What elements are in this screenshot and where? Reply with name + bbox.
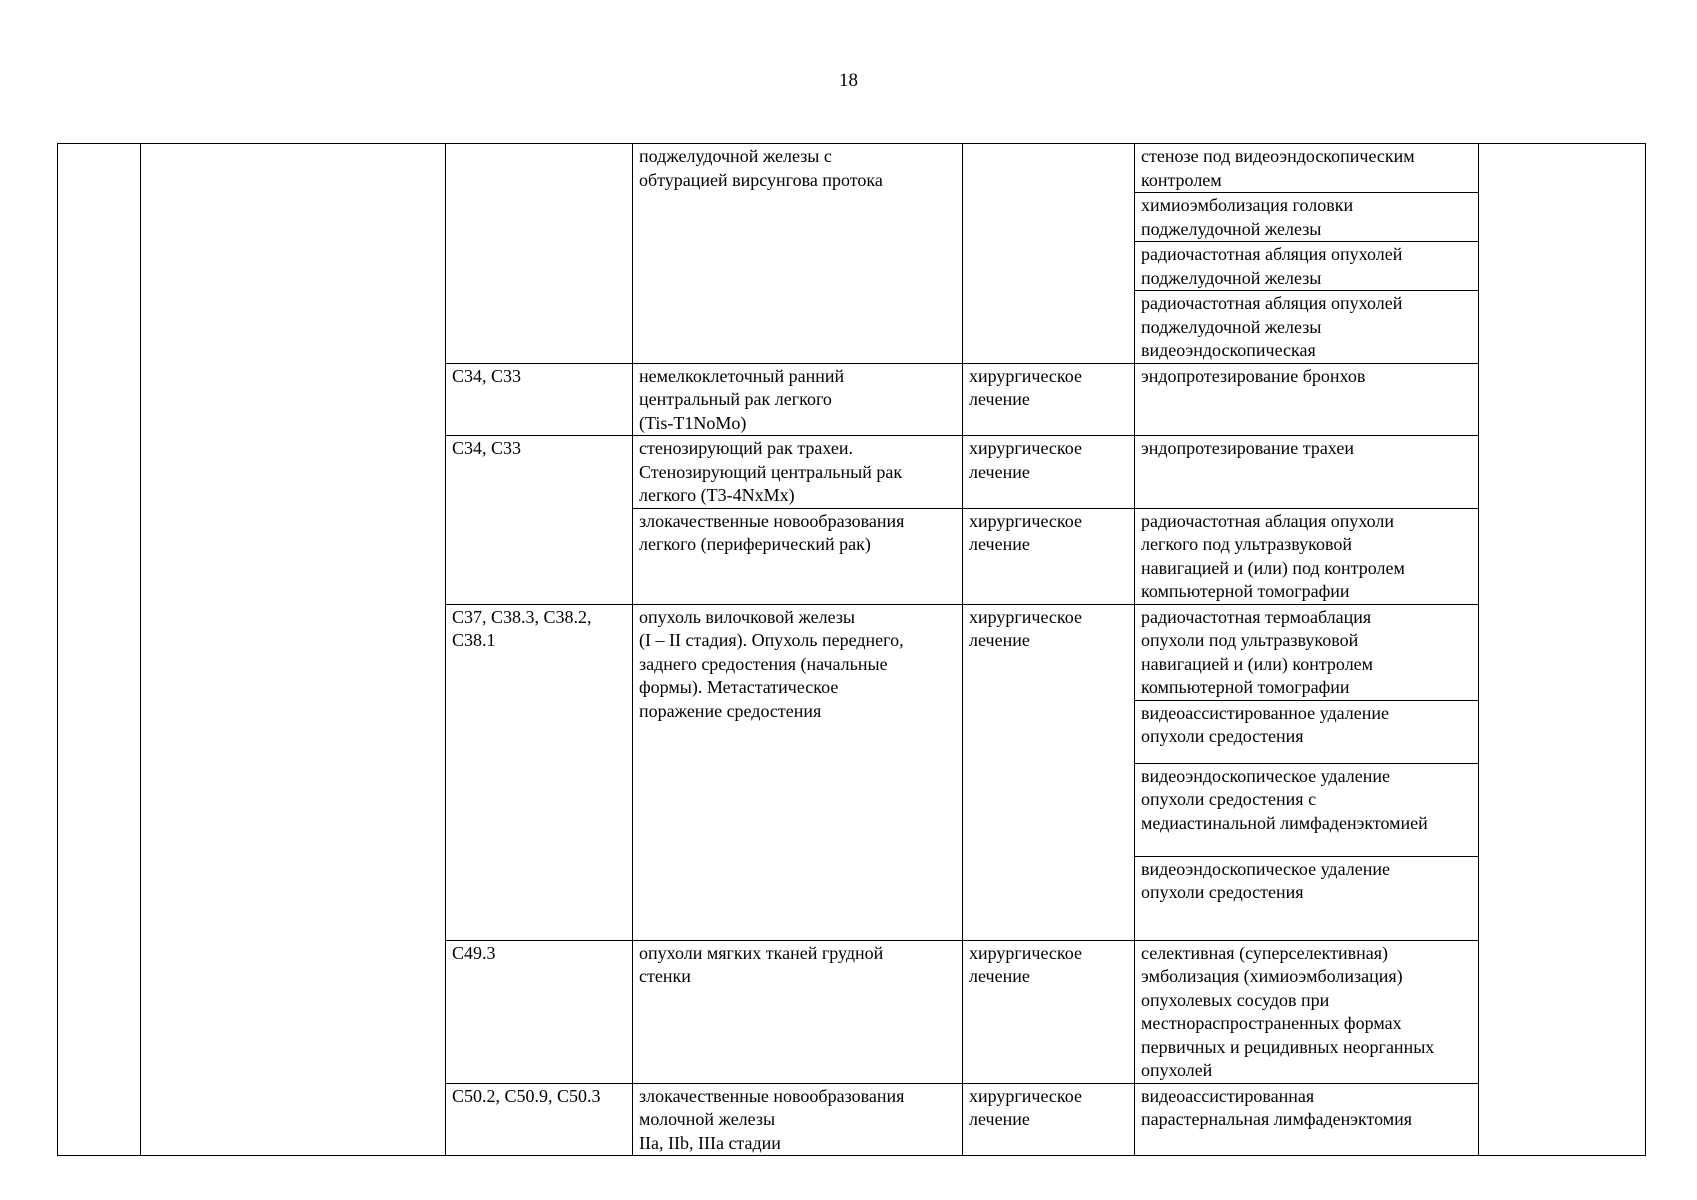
table-cell-method: стенозе под видеоэндоскопическим контролем [1135,144,1479,193]
table-cell-diagnosis: злокачественные новообразования легкого (периферический рак) [633,508,963,604]
table-cell-treatment-type: хирургическое лечение [963,1083,1135,1156]
table-cell-code [446,144,633,364]
table-cell-code: C37, C38.3, C38.2, C38.1 [446,604,633,940]
table-cell-method: радиочастотная абляция опухолей поджелудочной железы [1135,242,1479,291]
table-cell-number [58,144,141,1156]
table-cell-diagnosis: стенозирующий рак трахеи. Стенозирующий центральный рак легкого (T3-4NxMx) [633,436,963,509]
table-cell-method: видеоэндоскопическое удаление опухоли средостения [1135,856,1479,940]
medical-care-table [57,143,1646,1156]
page-number: 18 [839,70,858,91]
table-cell-treatment-type: хирургическое лечение [963,508,1135,604]
table-cell-method: радиочастотная термоаблация опухоли под ультразвуковой навигацией и (или) контролем компьютерной томографии [1135,604,1479,700]
table-cell-method: видеоассистированная парастернальная лимфаденэктомия [1135,1083,1479,1156]
table-cell-diagnosis: опухоли мягких тканей грудной стенки [633,940,963,1083]
table-cell-profile [141,144,446,1156]
table-cell-treatment-type: хирургическое лечение [963,436,1135,509]
table-cell-code: C34, C33 [446,436,633,605]
table-cell-treatment-type: хирургическое лечение [963,363,1135,436]
table-cell-method: видеоэндоскопическое удаление опухоли средостения с медиастинальной лимфаденэктомией [1135,763,1479,856]
table-cell-method: эндопротезирование бронхов [1135,363,1479,436]
table-cell-diagnosis: опухоль вилочковой железы (I – II стадия). Опухоль переднего, заднего средостения (начальные формы). Метастатическое поражение средостения [633,604,963,940]
table-cell-method: эндопротезирование трахеи [1135,436,1479,509]
table-cell-treatment-type: хирургическое лечение [963,604,1135,940]
table-cell-diagnosis: поджелудочной железы с обтурацией вирсунгова протока [633,144,963,364]
table-cell-code: C49.3 [446,940,633,1083]
table-cell-code: C34, C33 [446,363,633,436]
table-cell-code: C50.2, C50.9, C50.3 [446,1083,633,1156]
table-cell-method: радиочастотная абляция опухолей поджелудочной железы видеоэндоскопическая [1135,291,1479,364]
table-cell-method: селективная (суперселективная) эмболизация (химиоэмболизация) опухолевых сосудов при местнораспространенных формах первичных и рецидивных неорганных опухолей [1135,940,1479,1083]
table-cell-method: видеоассистированное удаление опухоли средостения [1135,700,1479,763]
table-cell-method: радиочастотная аблация опухоли легкого под ультразвуковой навигацией и (или) под контролем компьютерной томографии [1135,508,1479,604]
table-cell-treatment-type: хирургическое лечение [963,940,1135,1083]
table-cell-diagnosis: злокачественные новообразования молочной железы IIa, IIb, IIIa стадии [633,1083,963,1156]
table-cell-method: химиоэмболизация головки поджелудочной железы [1135,193,1479,242]
table-cell-norm [1479,144,1646,1156]
table-cell-treatment-type [963,144,1135,364]
table-cell-diagnosis: немелкоклеточный ранний центральный рак легкого (Tis-T1NoMo) [633,363,963,436]
